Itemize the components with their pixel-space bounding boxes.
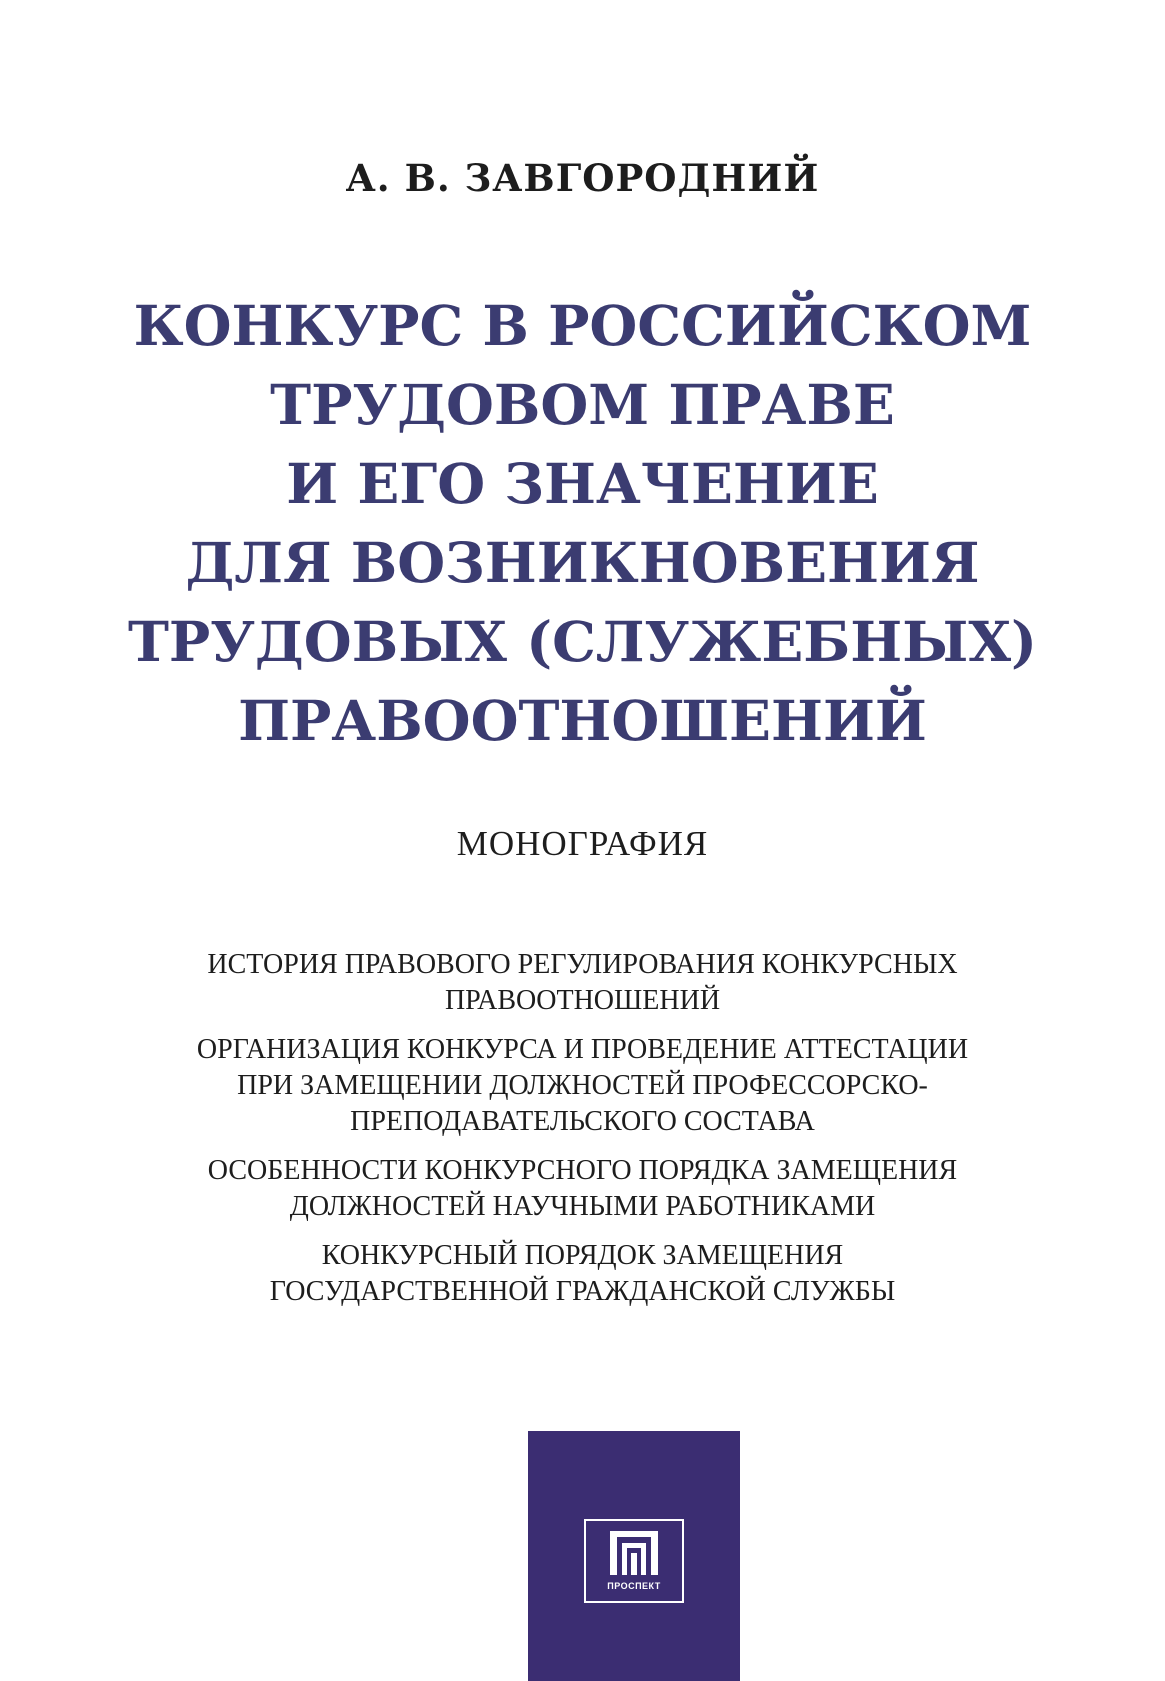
topic-line: ДОЛЖНОСТЕЙ НАУЧНЫМИ РАБОТНИКАМИ [289,1191,876,1222]
topic-line: ОРГАНИЗАЦИЯ КОНКУРСА И ПРОВЕДЕНИЕ АТТЕСТАЦИИ [196,1034,969,1065]
title-line: ТРУДОВЫХ (СЛУЖЕБНЫХ) [127,609,1038,674]
book-title [0,286,1165,760]
topic-line: ГОСУДАРСТВЕННОЙ ГРАЖДАНСКОЙ СЛУЖБЫ [269,1276,896,1307]
title-line: КОНКУРС В РОССИЙСКОМ [133,293,1032,358]
author-name: А. В. ЗАВГОРОДНИЙ [345,156,820,200]
topic-item [0,1153,1165,1225]
topic-line: КОНКУРСНЫЙ ПОРЯДОК ЗАМЕЩЕНИЯ [321,1240,844,1271]
topic-line: ИСТОРИЯ ПРАВОВОГО РЕГУЛИРОВАНИЯ КОНКУРСНЫХ [207,949,958,980]
topic-item [0,1032,1165,1140]
topic-line: ПРЕПОДАВАТЕЛЬСКОГО СОСТАВА [350,1106,815,1137]
title-line: И ЕГО ЗНАЧЕНИЕ [286,451,879,516]
publisher-name: ПРОСПЕКТ [607,1581,661,1591]
genre-label: МОНОГРАФИЯ [456,824,709,863]
topic-item [0,947,1165,1019]
topics-list [0,947,1165,1323]
topic-item [0,1238,1165,1310]
topic-line: ПРИ ЗАМЕЩЕНИИ ДОЛЖНОСТЕЙ ПРОФЕССОРСКО- [237,1070,928,1101]
title-line: ДЛЯ ВОЗНИКНОВЕНИЯ [185,530,980,595]
topic-line: ОСОБЕННОСТИ КОНКУРСНОГО ПОРЯДКА ЗАМЕЩЕНИЯ [207,1155,958,1186]
title-line: ПРАВООТНОШЕНИЙ [238,688,927,753]
title-line: ТРУДОВОМ ПРАВЕ [270,372,895,437]
publisher-logo-box [528,1431,740,1681]
publisher-logo-icon [584,1519,684,1603]
topic-line: ПРАВООТНОШЕНИЙ [444,985,721,1016]
